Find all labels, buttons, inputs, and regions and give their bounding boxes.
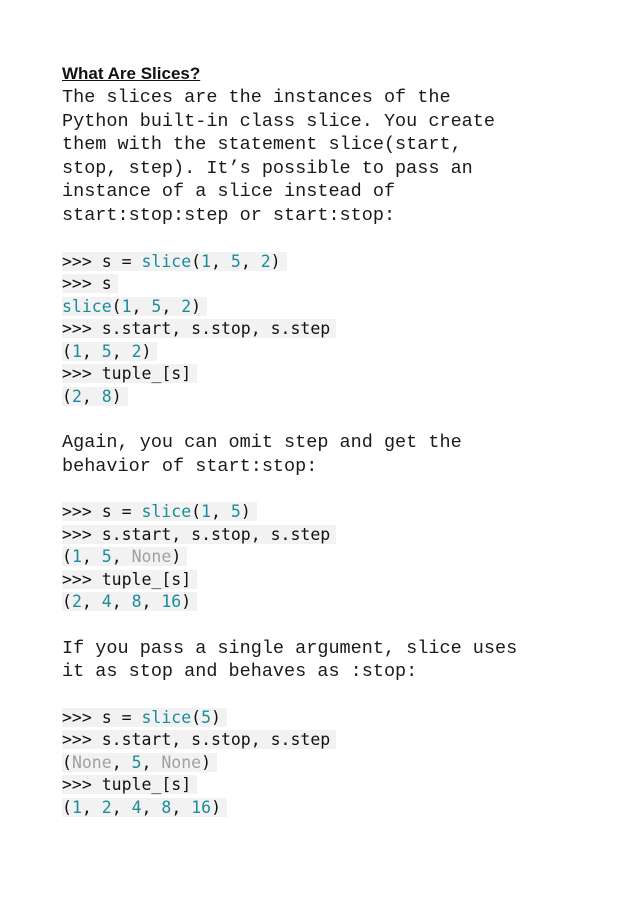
code-token: 2 (131, 341, 142, 361)
code-token: , (111, 341, 132, 361)
code-token: , (171, 797, 192, 817)
code-token: 4 (101, 592, 112, 612)
code-line (62, 524, 602, 547)
code-token: 5 (101, 547, 112, 567)
code-token: 2 (101, 797, 112, 817)
code-token: 16 (161, 592, 182, 612)
code-line (62, 501, 602, 524)
code-token: , (111, 547, 132, 567)
code-line-text (62, 592, 197, 611)
code-token: , (81, 386, 102, 406)
code-line-text (62, 252, 287, 271)
code-line (62, 386, 602, 409)
code-token: ) (211, 797, 221, 817)
code-block-2 (62, 501, 602, 614)
code-token: 5 (151, 296, 162, 316)
code-token: 1 (121, 296, 132, 316)
code-token: >>> tuple_[s] (62, 364, 192, 384)
code-line-text (62, 274, 118, 293)
code-token: ( (191, 502, 202, 522)
code-token: 5 (201, 707, 212, 727)
code-token: >>> s.start, s.stop, s.step (62, 730, 331, 750)
code-token: ) (240, 502, 251, 522)
code-token: >>> s = (62, 707, 142, 727)
code-line-text (62, 342, 157, 361)
code-line (62, 296, 602, 319)
code-line (62, 318, 602, 341)
code-token: , (111, 752, 132, 772)
code-token: 2 (71, 386, 82, 406)
code-token: slice (141, 707, 192, 727)
code-token: >>> s.start, s.stop, s.step (62, 524, 331, 544)
code-token: >>> s.start, s.stop, s.step (62, 319, 331, 339)
code-line (62, 363, 602, 386)
spacer (62, 614, 602, 637)
code-token: 8 (101, 386, 112, 406)
code-token: 8 (161, 797, 172, 817)
step-paragraph: Again, you can omit step and get the behavior of start:stop: (62, 432, 462, 477)
section-heading: What Are Slices? (62, 64, 201, 83)
code-token: 8 (131, 592, 142, 612)
code-token: ( (191, 251, 202, 271)
code-line (62, 591, 602, 614)
code-token: >>> tuple_[s] (62, 775, 192, 795)
code-token: 4 (131, 797, 142, 817)
code-line-text (62, 525, 336, 544)
spacer (62, 408, 602, 431)
code-token: , (81, 341, 102, 361)
spacer (62, 684, 602, 707)
code-line-text (62, 570, 197, 589)
code-token: ) (270, 251, 281, 271)
code-token: ( (62, 752, 72, 772)
code-token: 1 (201, 251, 212, 271)
code-line (62, 341, 602, 364)
spacer (62, 478, 602, 501)
code-token: 1 (201, 502, 212, 522)
code-token: , (81, 797, 102, 817)
code-token: None (161, 752, 202, 772)
code-token: 5 (230, 251, 241, 271)
code-token: , (111, 797, 132, 817)
code-token: ( (62, 592, 72, 612)
code-token: 2 (181, 296, 192, 316)
code-token: 16 (191, 797, 212, 817)
code-token: , (111, 592, 132, 612)
code-token: ) (111, 386, 122, 406)
code-token: ( (191, 707, 202, 727)
code-token: ) (191, 296, 202, 316)
code-line (62, 273, 602, 296)
code-token: , (81, 592, 102, 612)
code-line (62, 797, 602, 820)
code-token: >>> s = (62, 251, 142, 271)
spacer (62, 228, 602, 251)
code-token: ) (181, 592, 192, 612)
code-token: >>> s = (62, 502, 142, 522)
intro-paragraph: The slices are the instances of the Python built-in class slice. You create them with the statement slice(start, stop, step). It’s possible to pass an instance of a slice instead of start:stop:step or start:stop: (62, 87, 495, 226)
code-line-text (62, 364, 197, 383)
code-token: None (71, 752, 112, 772)
code-token: None (131, 547, 172, 567)
code-token: , (211, 502, 231, 522)
code-token: 2 (260, 251, 271, 271)
code-token: ( (62, 547, 72, 567)
code-token: slice (62, 296, 112, 316)
code-line-text (62, 775, 197, 794)
code-line (62, 729, 602, 752)
code-line-text (62, 319, 336, 338)
code-token: , (131, 296, 152, 316)
code-line (62, 752, 602, 775)
code-token: slice (141, 502, 192, 522)
code-token: 5 (131, 752, 142, 772)
code-token: , (211, 251, 231, 271)
code-token: >>> tuple_[s] (62, 569, 192, 589)
code-token: ( (62, 341, 72, 361)
code-token: ( (62, 386, 72, 406)
code-token: , (141, 592, 162, 612)
code-token: ) (211, 707, 221, 727)
code-token: 5 (101, 341, 112, 361)
code-block-1 (62, 251, 602, 409)
code-line (62, 569, 602, 592)
code-token: ) (141, 341, 152, 361)
code-line (62, 774, 602, 797)
code-token: 5 (230, 502, 241, 522)
code-token: , (141, 797, 162, 817)
code-token: 2 (71, 592, 82, 612)
single-arg-paragraph: If you pass a single argument, slice uses it as stop and behaves as :stop: (62, 637, 518, 683)
code-line-text (62, 708, 227, 727)
code-token: 1 (71, 341, 82, 361)
code-token: , (161, 296, 182, 316)
document-page (62, 62, 602, 819)
code-token: ) (201, 752, 212, 772)
code-token: , (141, 752, 162, 772)
code-line (62, 251, 602, 274)
code-line (62, 546, 602, 569)
code-token: ( (111, 296, 122, 316)
code-line-text (62, 753, 217, 772)
code-line (62, 707, 602, 730)
code-token: ) (171, 547, 182, 567)
code-token: , (81, 547, 102, 567)
code-line-text (62, 297, 207, 316)
code-token: >>> s (62, 274, 112, 294)
code-token: 1 (71, 547, 82, 567)
code-line-text (62, 798, 227, 817)
code-line-text (62, 502, 257, 521)
code-token: slice (141, 251, 192, 271)
code-token: , (240, 251, 261, 271)
code-line-text (62, 547, 187, 566)
code-block-3 (62, 707, 602, 820)
code-token: ( (62, 797, 72, 817)
code-token: 1 (71, 797, 82, 817)
code-line-text (62, 730, 336, 749)
code-line-text (62, 387, 128, 406)
